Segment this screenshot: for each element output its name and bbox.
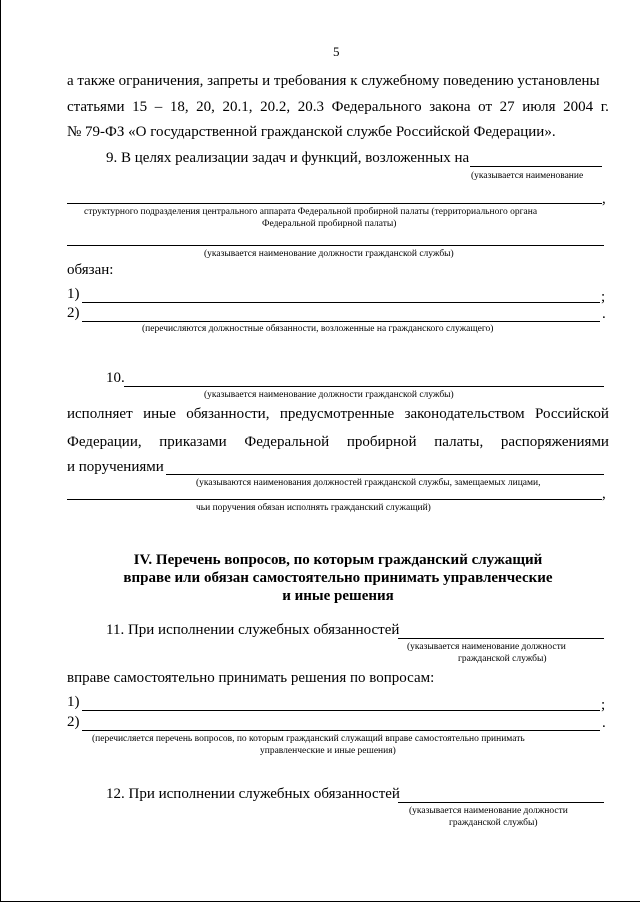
word: 18, (169, 99, 189, 115)
item-10-blank-orders-2 (67, 499, 602, 500)
item-9-obliged: обязан: (67, 262, 114, 278)
item-10-end: , (602, 486, 606, 502)
item-9-hint-1: (указывается наименование (471, 171, 584, 181)
item-11-line-2: вправе самостоятельно принимать решения по вопросам: (67, 670, 435, 686)
item-11-blank-position (398, 638, 604, 639)
word: пробирной (346, 434, 417, 450)
item-10-blank-position (124, 386, 604, 387)
item-9-text: 9. В целях реализации задач и функций, возложенных на (106, 150, 470, 166)
item-9-hint-4: (перечисляются должностные обязанности, возложенные на гражданского служащего) (142, 324, 494, 334)
word: Федеральной (244, 434, 330, 450)
intro-line-3: № 79-ФЗ «О государственной гражданской службе Российской Федерации». (67, 124, 556, 140)
item-11-blank-question-1 (82, 710, 600, 711)
item-9-hint-3: (указывается наименование должности гражданской службы) (204, 249, 454, 259)
item-10-hint-3: чьи поручения обязан исполнять гражданский служащий) (196, 503, 431, 513)
item-11-hint-2b: управленческие и иные решения) (260, 746, 396, 756)
item-10-blank-orders (166, 474, 604, 475)
item-9-blank-org (470, 166, 602, 167)
item-10-number: 10. (106, 370, 125, 386)
word: обязанности, (186, 406, 270, 422)
word: закона (429, 99, 471, 115)
item-9-number-1: 1) (67, 286, 80, 302)
item-11-blank-question-2 (82, 730, 600, 731)
item-11-hint-1a: (указывается наименование должности (407, 642, 566, 652)
item-11-hint-2a: (перечисляется перечень вопросов, по которым гражданский служащий вправе самостоятельно принимать (92, 734, 525, 744)
word: 20.2, (260, 99, 291, 115)
intro-line-2 (67, 99, 609, 116)
item-9-blank-subdivision (67, 203, 602, 204)
word: предусмотренные (279, 406, 395, 422)
scan-left-border (0, 0, 1, 902)
word: статьями (67, 99, 125, 115)
word: – (154, 99, 163, 115)
item-11-text: 11. При исполнении служебных обязанностей (106, 622, 400, 638)
word: палаты, (434, 434, 484, 450)
item-10-hint-1: (указывается наименование должности гражданской службы) (204, 390, 454, 400)
section-4-heading-line-1: IV. Перечень вопросов, по которым гражданский служащий (133, 552, 543, 568)
word: распоряжениями (500, 434, 609, 450)
item-12-hint-1a: (указывается наименование должности (409, 806, 568, 816)
item-9-comma: , (602, 191, 606, 207)
section-4-heading-line-2: вправе или обязан самостоятельно принимать управленческие (123, 570, 553, 586)
word: 2004 (563, 99, 594, 115)
item-9-blank-duty-2 (82, 321, 600, 322)
word: исполняет (67, 406, 133, 422)
word: приказами (159, 434, 227, 450)
item-11-end-2: . (602, 715, 606, 731)
item-10-line-3: и поручениями (67, 459, 164, 475)
word: г. (600, 99, 609, 115)
word: Федерального (331, 99, 422, 115)
word: 20.1, (222, 99, 253, 115)
item-9-end-1: ; (601, 289, 606, 305)
item-9-hint-2b: Федеральной пробирной палаты) (262, 219, 397, 229)
item-9-blank-position (67, 245, 604, 246)
item-11-hint-1b: гражданской службы) (458, 654, 547, 664)
item-11-end-1: ; (601, 697, 606, 713)
word: 20, (196, 99, 215, 115)
item-9-hint-2a: структурного подразделения центрального аппарата Федеральной пробирной палаты (территориального органа (84, 207, 538, 217)
section-4-heading-line-3: и иные решения (282, 588, 394, 604)
item-12-hint-1b: гражданской службы) (449, 818, 538, 828)
word: законодательством (404, 406, 525, 422)
item-12-text: 12. При исполнении служебных обязанностей (106, 786, 400, 802)
item-10-hint-2: (указываются наименования должностей гражданской службы, замещаемых лицами, (196, 478, 541, 488)
item-9-end-2: . (602, 306, 606, 322)
word: иные (143, 406, 176, 422)
word: от (478, 99, 493, 115)
item-11-number-2: 2) (67, 714, 80, 730)
item-9-number-2: 2) (67, 305, 80, 321)
item-11-number-1: 1) (67, 694, 80, 710)
word: 20.3 (297, 99, 324, 115)
page-number: 5 (333, 44, 340, 59)
item-12-blank-position (398, 802, 604, 803)
word: 15 (132, 99, 148, 115)
item-9-blank-duty-1 (82, 302, 600, 303)
word: Российской (535, 406, 609, 422)
word: июля (522, 99, 556, 115)
word: Федерации, (67, 434, 142, 450)
item-10-line-2 (67, 434, 609, 451)
word: 27 (499, 99, 515, 115)
item-10-line-1 (67, 406, 609, 423)
intro-line-1: а также ограничения, запреты и требования к служебному поведению установлены (67, 73, 600, 89)
